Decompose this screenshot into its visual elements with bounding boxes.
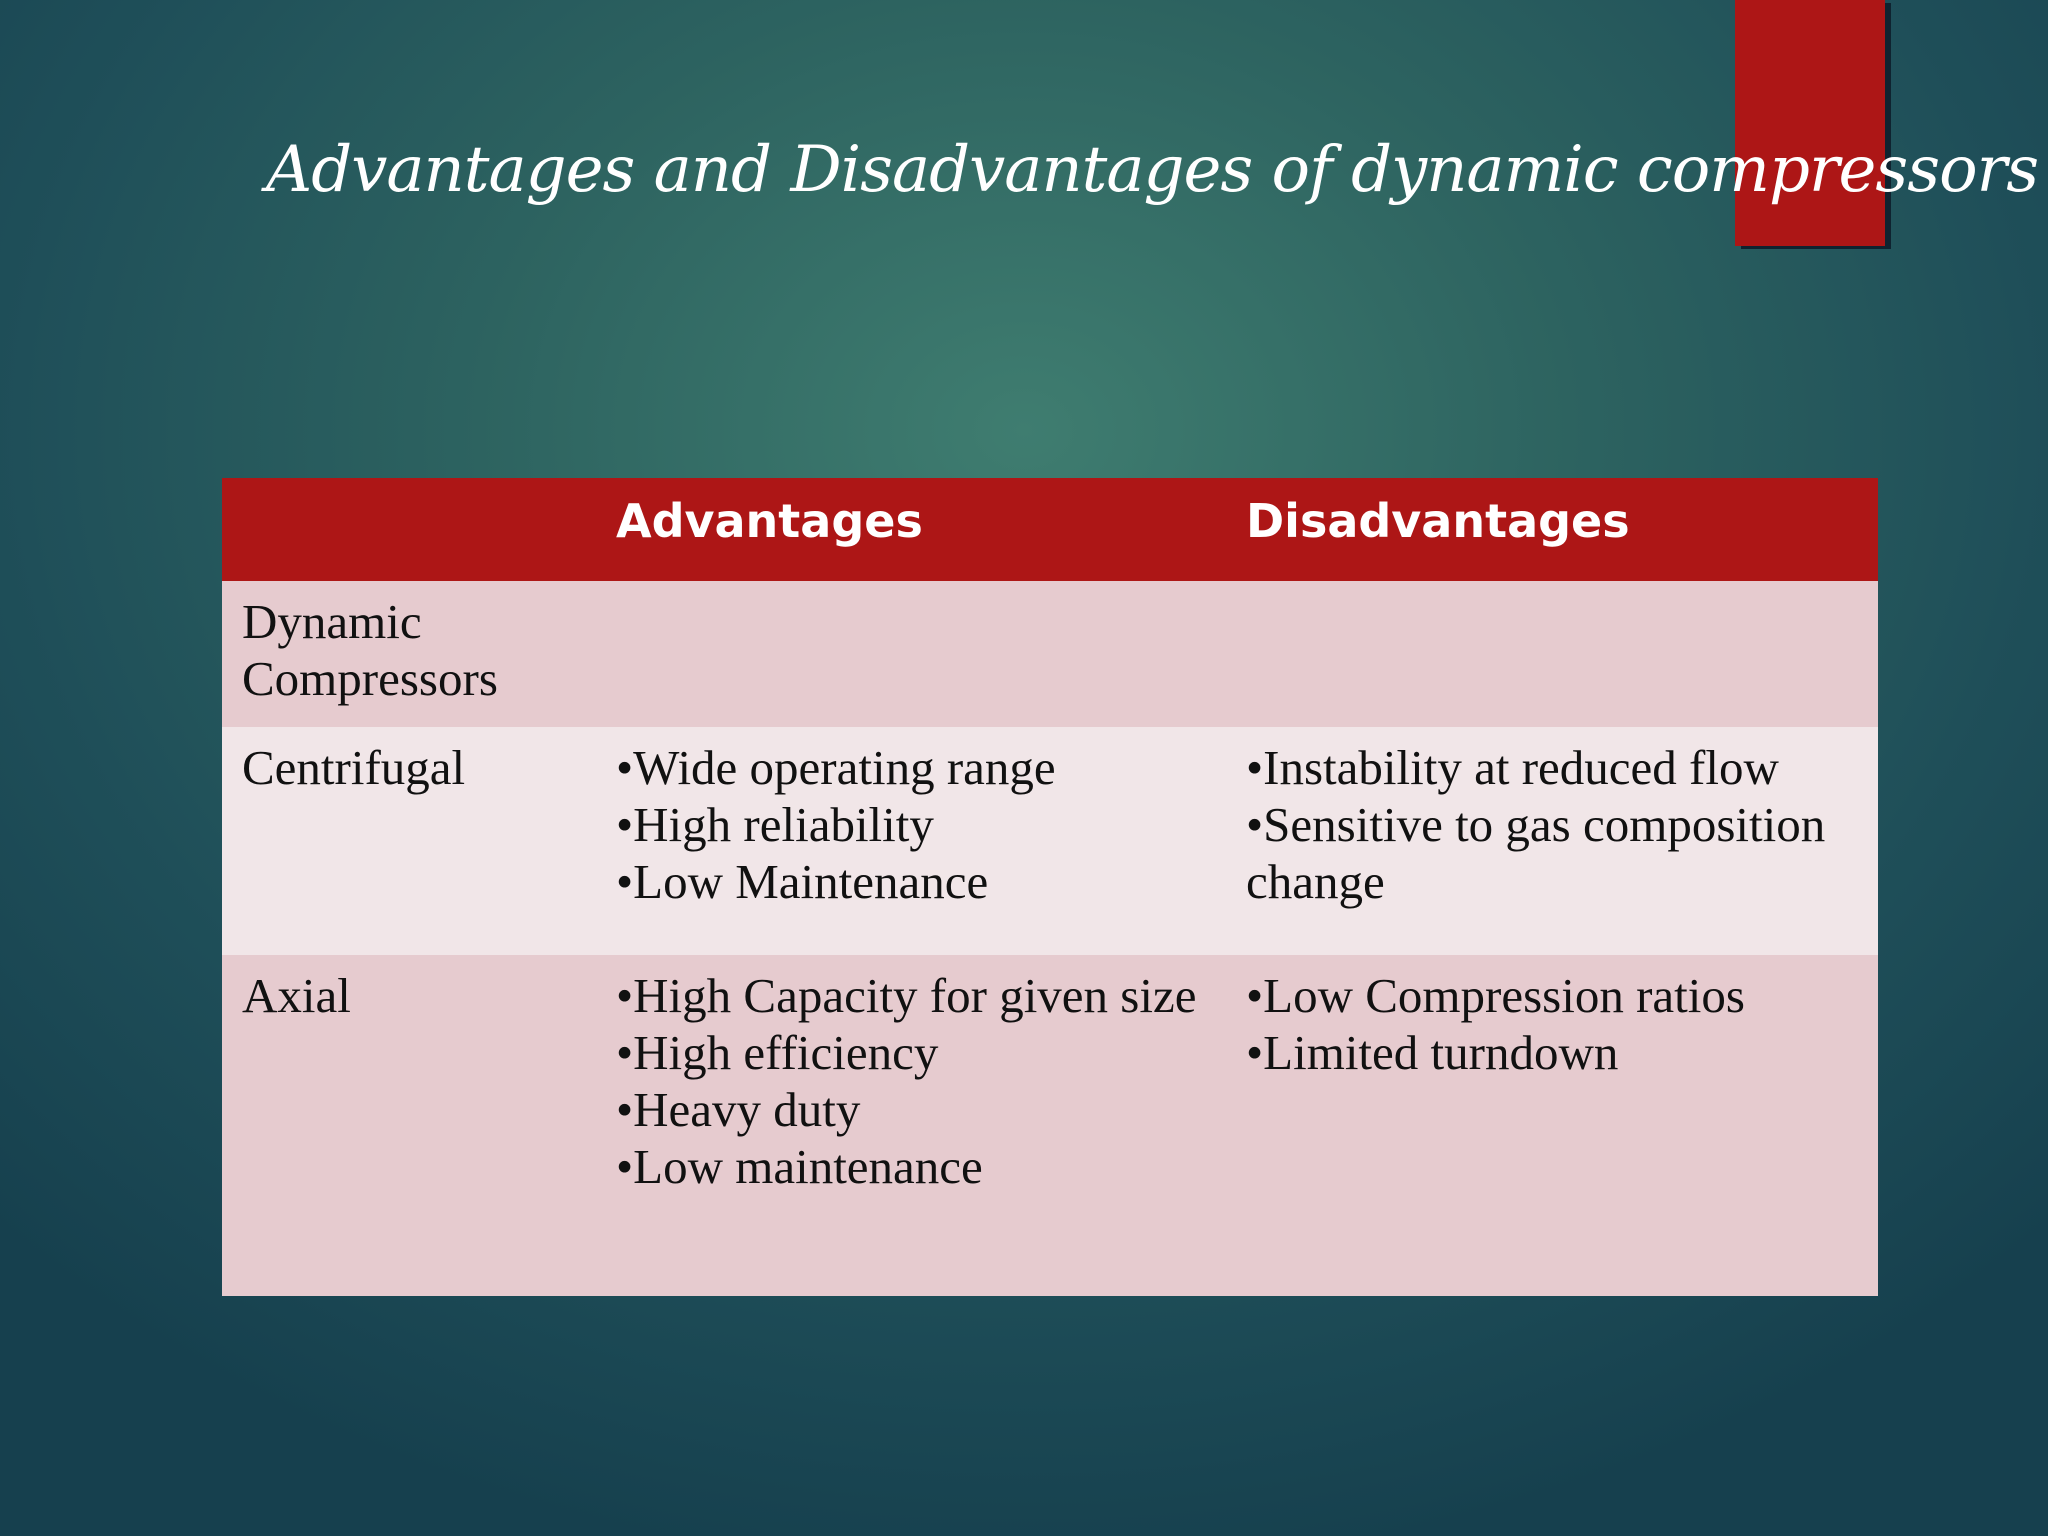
disadvantages-cell bbox=[1226, 727, 1878, 955]
comparison-table bbox=[222, 478, 1878, 1296]
header-cell-disadvantages: Disadvantages bbox=[1226, 478, 1878, 581]
advantages-cell bbox=[596, 955, 1226, 1296]
disadvantages-cell bbox=[1226, 955, 1878, 1296]
advantage-item: •High reliability bbox=[616, 797, 934, 852]
advantage-item: •Low Maintenance bbox=[616, 854, 989, 909]
advantage-item: •High efficiency bbox=[616, 1025, 939, 1080]
header-cell-type bbox=[222, 478, 596, 581]
advantage-item: •Wide operating range bbox=[616, 740, 1056, 795]
disadvantage-item: •Low Compression ratios bbox=[1246, 968, 1745, 1023]
advantage-item: •High Capacity for given size bbox=[616, 968, 1197, 1023]
disadvantage-item: •Instability at reduced flow bbox=[1246, 740, 1779, 795]
slide-title: Advantages and Disadvantages of dynamic compressors bbox=[266, 133, 2039, 207]
advantages-cell bbox=[596, 727, 1226, 955]
accent-bar bbox=[1735, 0, 1885, 246]
disadvantage-item: •Sensitive to gas composition change bbox=[1246, 797, 1826, 909]
compressor-type-cell: Centrifugal bbox=[222, 727, 596, 955]
disadvantages-cell bbox=[1226, 581, 1878, 727]
header-row bbox=[222, 478, 1878, 581]
table-row bbox=[222, 955, 1878, 1296]
advantage-item: •Heavy duty bbox=[616, 1082, 861, 1137]
header-cell-advantages: Advantages bbox=[596, 478, 1226, 581]
compressor-type-cell: Dynamic Compressors bbox=[222, 581, 596, 727]
table-row bbox=[222, 581, 1878, 727]
advantage-item: •Low maintenance bbox=[616, 1139, 983, 1194]
compressor-type-cell: Axial bbox=[222, 955, 596, 1296]
table-row bbox=[222, 727, 1878, 955]
disadvantage-item: •Limited turndown bbox=[1246, 1025, 1619, 1080]
advantages-cell bbox=[596, 581, 1226, 727]
